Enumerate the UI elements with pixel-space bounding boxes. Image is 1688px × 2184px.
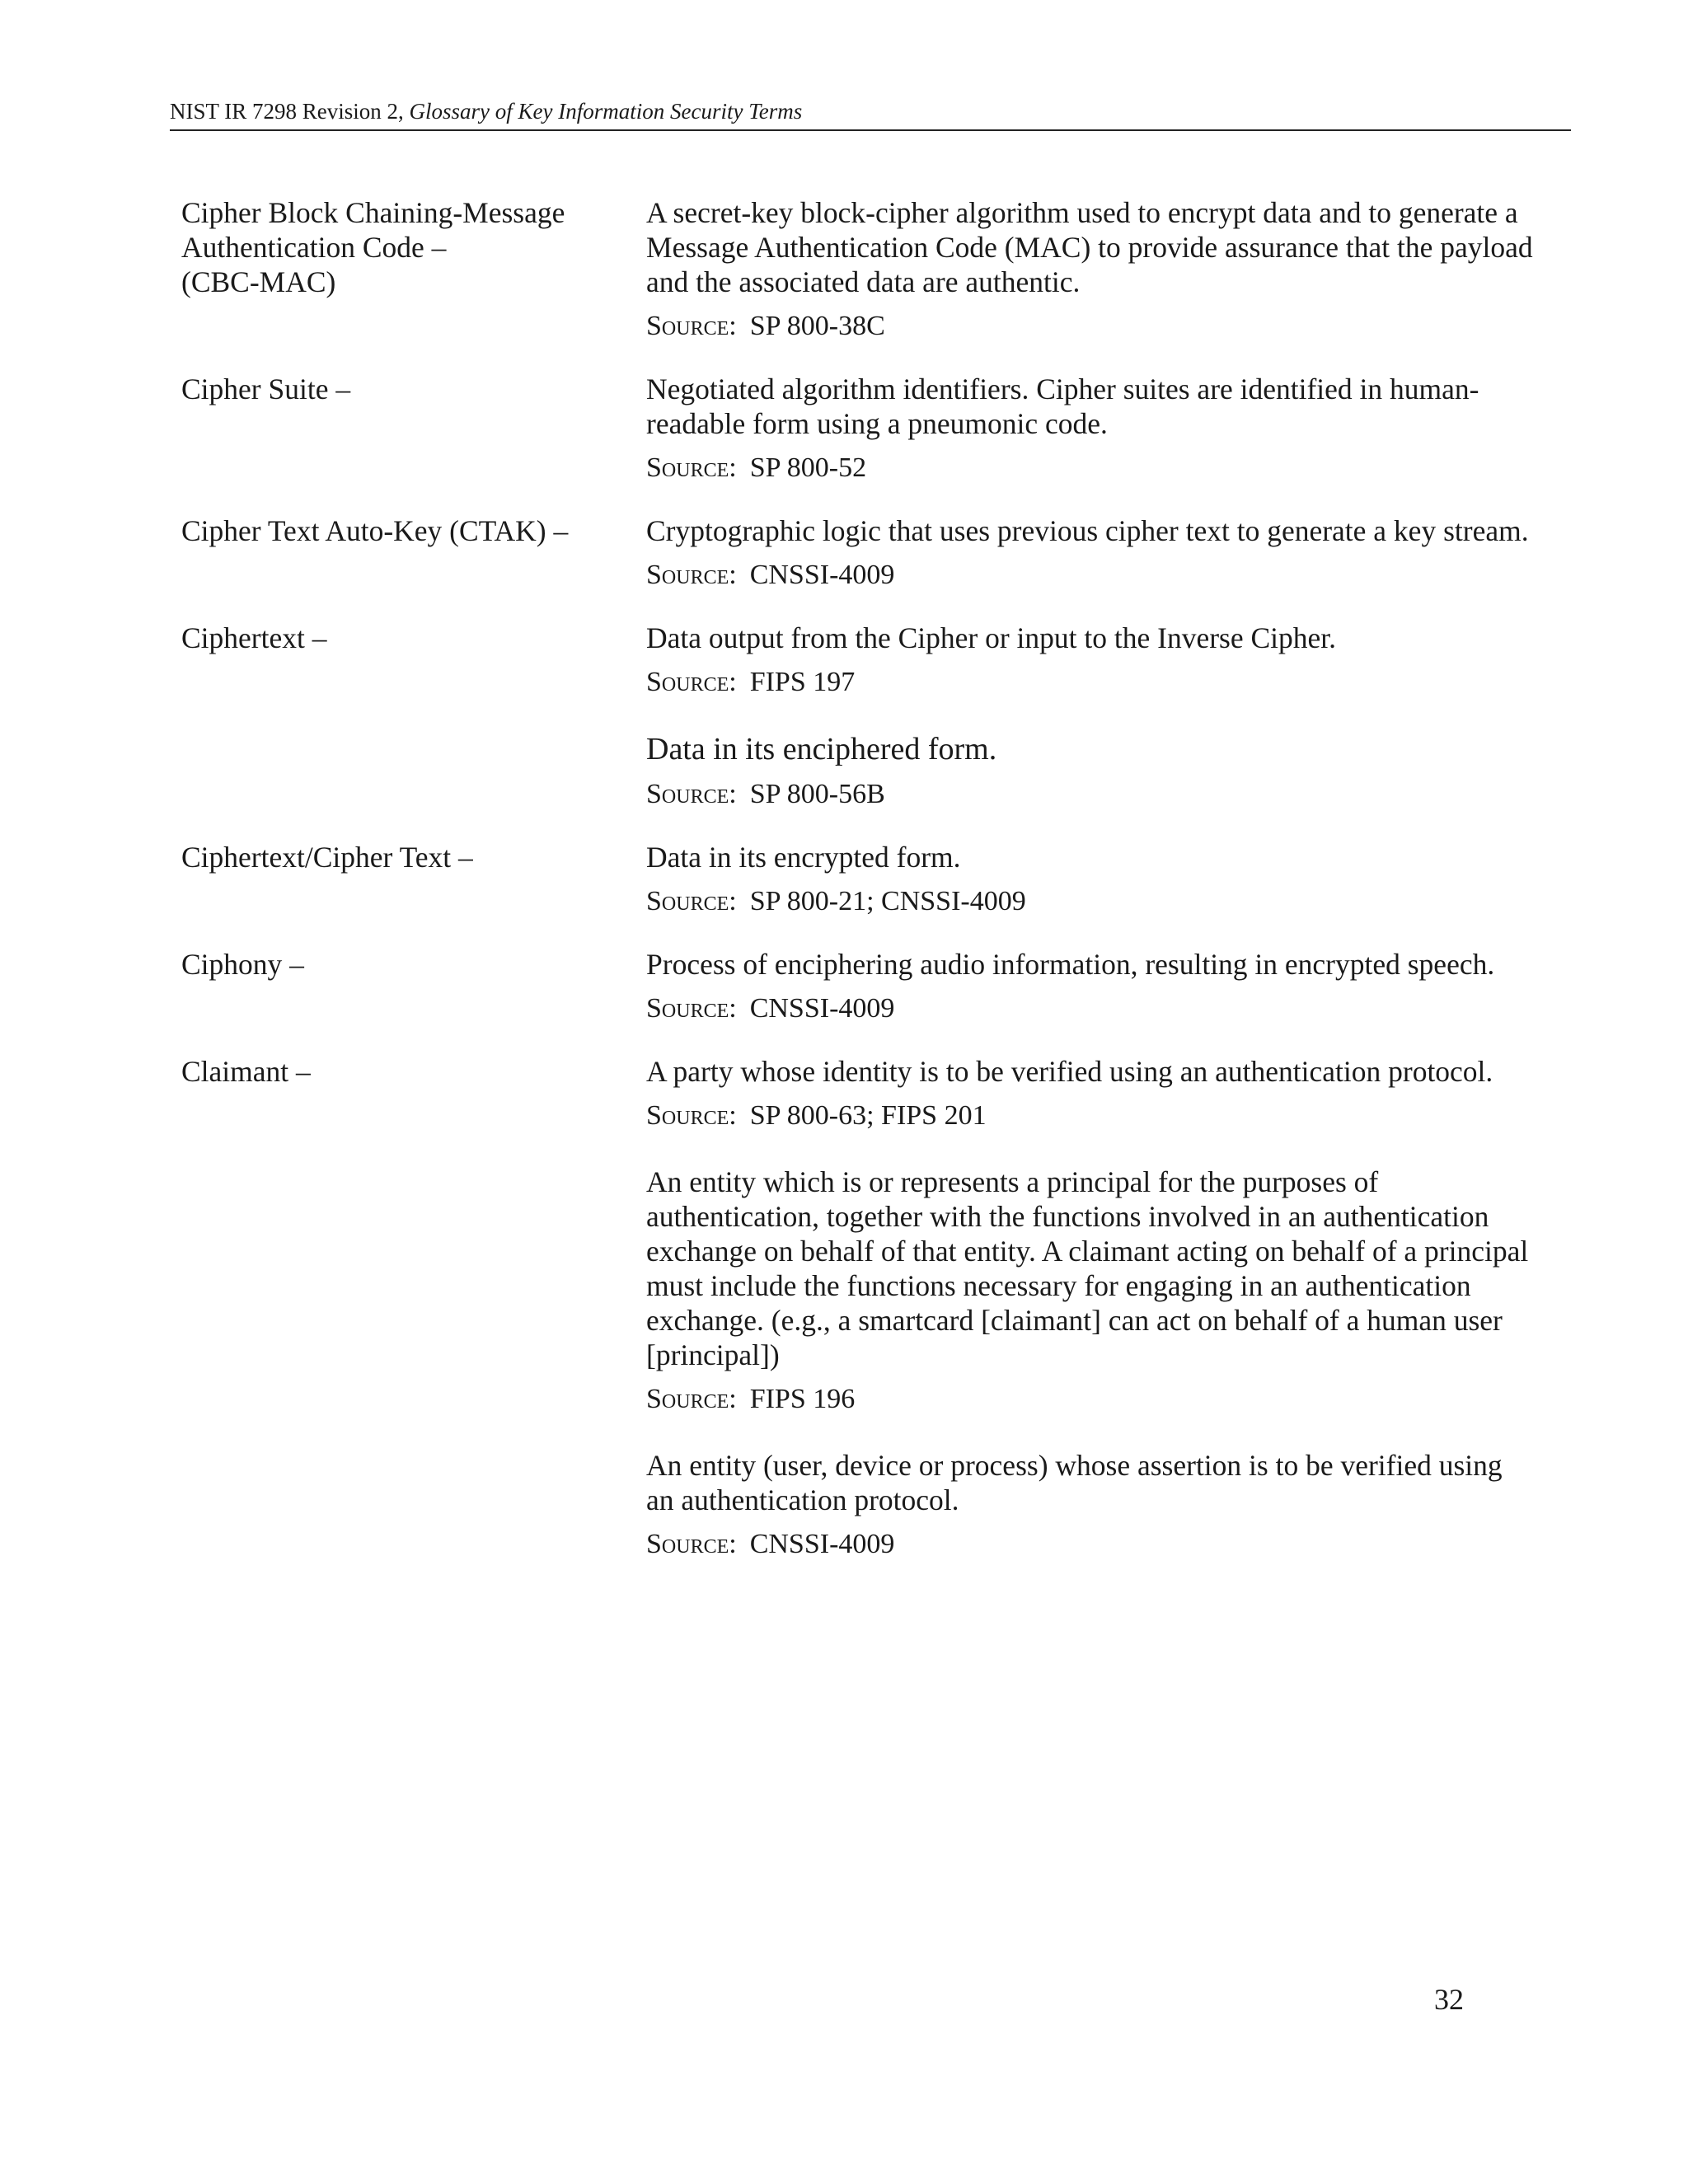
source-reference: CNSSI-4009 [749, 1529, 895, 1559]
source-reference: CNSSI-4009 [749, 993, 895, 1024]
definition-text: Data in its enciphered form. [646, 732, 997, 766]
definition-text: Process of enciphering audio information, resulting in encrypted speech. [646, 948, 1495, 981]
definition-source [646, 1382, 1533, 1417]
glossary-entry [181, 621, 1533, 812]
definition-block [646, 840, 1533, 919]
definition-block [646, 731, 1533, 812]
source-reference: SP 800-52 [749, 452, 867, 483]
definition-block [646, 1165, 1533, 1417]
source-reference: CNSSI-4009 [749, 560, 895, 590]
glossary-term: Cipher Suite – [181, 373, 351, 405]
glossary-term: Cipher Block Chaining-Message Authentication Code – (CBC-MAC) [181, 196, 565, 298]
source-reference: SP 800-21; CNSSI-4009 [749, 886, 1026, 916]
definition-block [646, 372, 1533, 485]
definition-block [646, 195, 1533, 344]
definition-text: An entity which is or represents a principal for the purposes of authentication, together with the functions involved in an authentication exchange on behalf of that entity. A claimant acting on behalf of a principal must include the functions necessary for engaging in an authentication exchange. (e.g., a smartcard [claimant] can act on behalf of a human user [principal]) [646, 1165, 1529, 1371]
definition-source [646, 665, 1533, 700]
definition-list [646, 195, 1533, 344]
definition-source [646, 309, 1533, 344]
source-label: Source: [646, 667, 737, 697]
source-reference: SP 800-63; FIPS 201 [749, 1100, 987, 1131]
glossary-entry [181, 947, 1533, 1026]
glossary-term: Ciphertext/Cipher Text – [181, 841, 473, 874]
definition-source [646, 558, 1533, 593]
glossary-entry [181, 840, 1533, 919]
definition-list [646, 840, 1533, 919]
source-reference: SP 800-56B [749, 779, 885, 809]
definition-source [646, 884, 1533, 919]
source-reference: FIPS 196 [749, 1384, 856, 1414]
glossary-term: Ciphony – [181, 948, 304, 981]
definition-source [646, 1527, 1533, 1562]
source-label: Source: [646, 779, 737, 809]
source-label: Source: [646, 452, 737, 483]
source-label: Source: [646, 1529, 737, 1559]
glossary-term: Cipher Text Auto-Key (CTAK) – [181, 514, 569, 547]
definition-source [646, 451, 1533, 485]
page-number: 32 [1434, 1983, 1464, 2016]
definition-text: Negotiated algorithm identifiers. Cipher suites are identified in human-readable form using a pneumonic code. [646, 373, 1479, 440]
definition-text: An entity (user, device or process) whose assertion is to be verified using an authentication protocol. [646, 1449, 1503, 1516]
definition-block [646, 621, 1533, 700]
source-reference: FIPS 197 [749, 667, 856, 697]
glossary-entry [181, 372, 1533, 485]
glossary-term: Ciphertext – [181, 621, 327, 654]
glossary-entry [181, 1054, 1533, 1562]
definition-source [646, 991, 1533, 1026]
glossary-entry [181, 513, 1533, 593]
header-rule [170, 129, 1571, 131]
definition-source [646, 1099, 1533, 1133]
definition-text: A secret-key block-cipher algorithm used to encrypt data and to generate a Message Authentication Code (MAC) to provide assurance that the payload and the associated data are authentic. [646, 196, 1533, 298]
definition-list [646, 372, 1533, 485]
source-label: Source: [646, 1100, 737, 1131]
definition-block [646, 513, 1533, 593]
header-document-title: Glossary of Key Information Security Terms [409, 99, 803, 124]
definition-list [646, 513, 1533, 593]
source-reference: SP 800-38C [749, 311, 885, 341]
glossary-list [181, 195, 1533, 1590]
definition-text: A party whose identity is to be verified using an authentication protocol. [646, 1055, 1493, 1088]
definition-text: Data in its encrypted form. [646, 841, 961, 874]
definition-block [646, 1448, 1533, 1562]
running-header [170, 97, 1571, 125]
source-label: Source: [646, 560, 737, 590]
definition-text: Data output from the Cipher or input to the Inverse Cipher. [646, 621, 1337, 654]
source-label: Source: [646, 311, 737, 341]
source-label: Source: [646, 993, 737, 1024]
glossary-term: Claimant – [181, 1055, 311, 1088]
definition-text: Cryptographic logic that uses previous cipher text to generate a key stream. [646, 514, 1529, 547]
definition-list [646, 947, 1533, 1026]
source-label: Source: [646, 886, 737, 916]
source-label: Source: [646, 1384, 737, 1414]
header-prefix: NIST IR 7298 Revision 2, [170, 99, 410, 124]
definition-block [646, 1054, 1533, 1133]
definition-list [646, 1054, 1533, 1562]
glossary-entry [181, 195, 1533, 344]
definition-list [646, 621, 1533, 812]
definition-block [646, 947, 1533, 1026]
definition-source [646, 777, 1533, 812]
